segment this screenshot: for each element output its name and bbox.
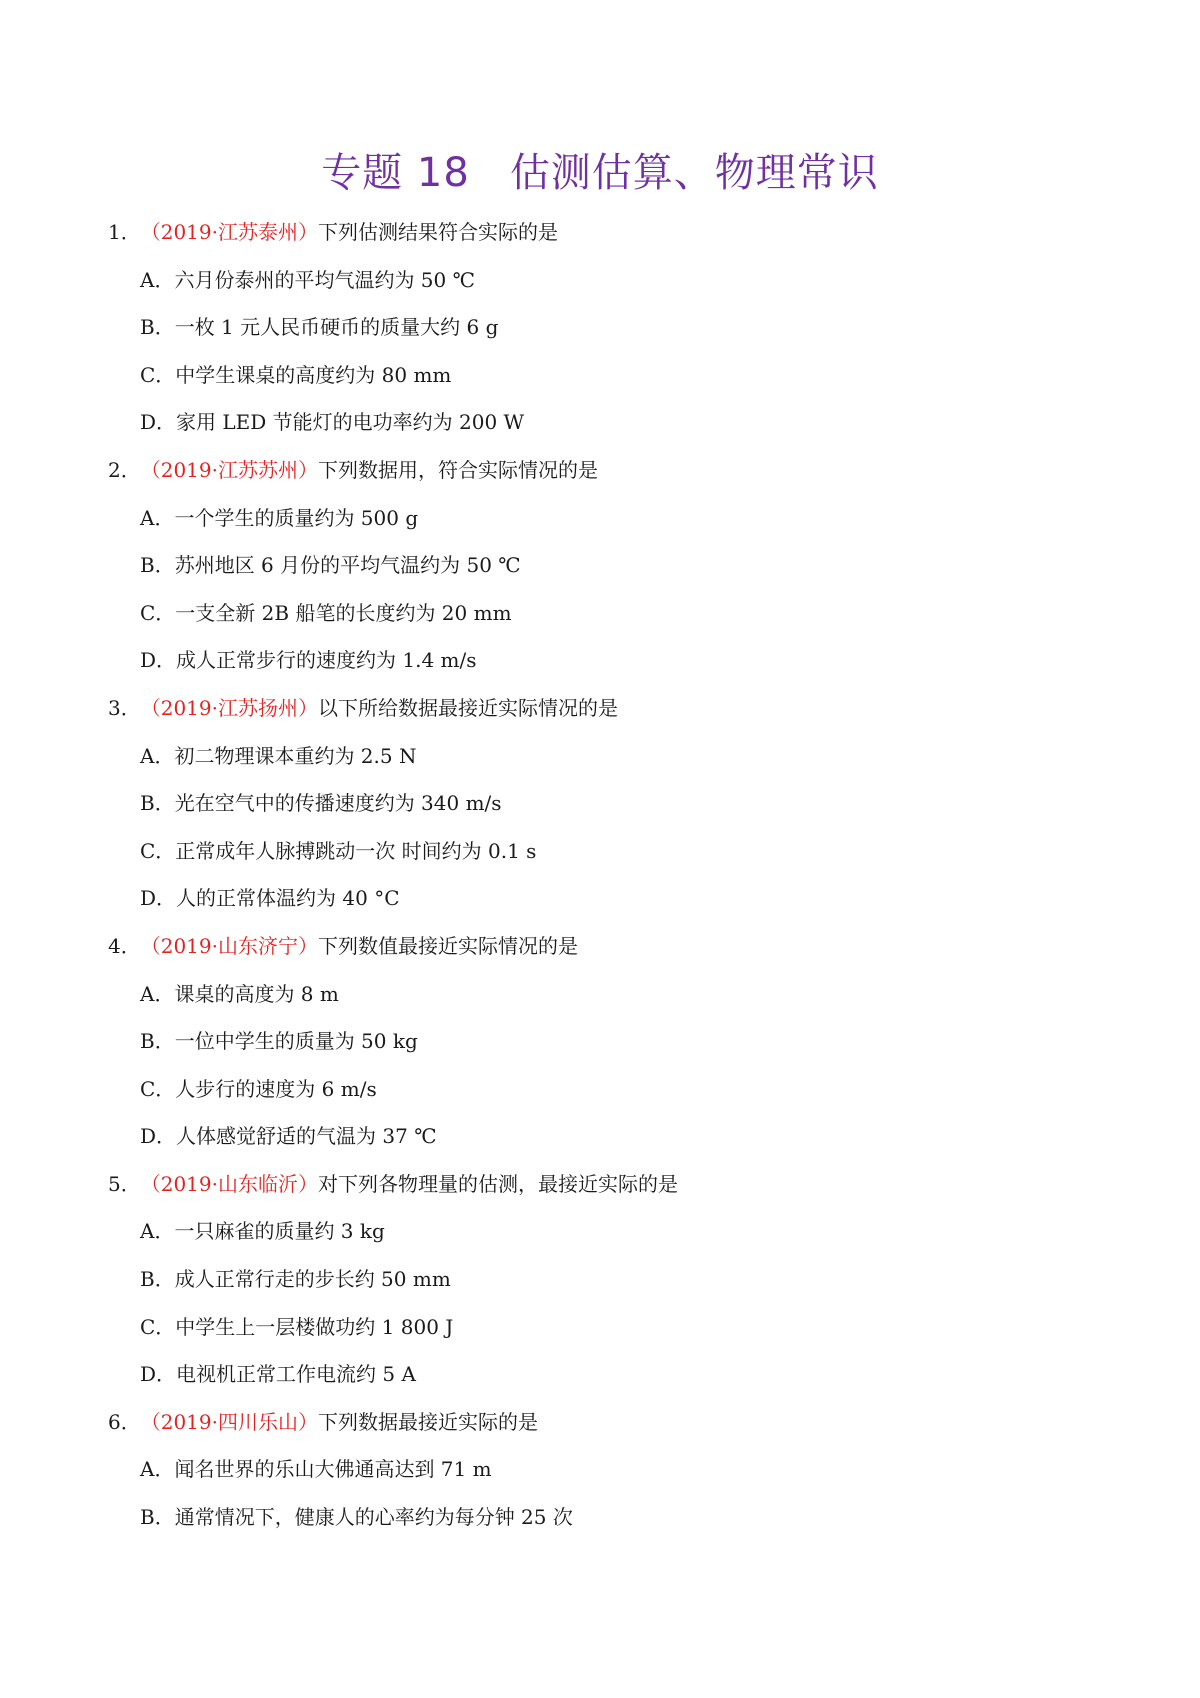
question-text: 下列数值最接近实际情况的是: [318, 933, 578, 958]
question-number: 2．: [108, 457, 141, 482]
answer-option: B．苏州地区 6 月份的平均气温约为 50 ℃: [140, 553, 521, 578]
question-stem: [108, 685, 1108, 733]
question-list: [108, 209, 1108, 1542]
question-stem: [108, 1161, 1108, 1209]
answer-option: C．一支全新 2B 船笔的长度约为 20 mm: [140, 600, 512, 625]
answer-option: A．闻名世界的乐山大佛通高达到 71 m: [140, 1457, 492, 1482]
question-stem: [108, 447, 1108, 495]
question-stem: [108, 209, 1108, 257]
page-title: [0, 145, 1200, 201]
question-text: 下列数据用，符合实际情况的是: [318, 457, 598, 482]
question-text: 下列数据最接近实际的是: [318, 1409, 538, 1434]
answer-option: D．电视机正常工作电流约 5 A: [140, 1362, 416, 1387]
answer-option: A．一个学生的质量约为 500 g: [140, 505, 419, 530]
answer-option: B．光在空气中的传播速度约为 340 m/s: [140, 791, 502, 816]
question-text: 下列估测结果符合实际的是: [318, 220, 558, 244]
question-source: （2019·江苏泰州）: [140, 220, 318, 244]
answer-option: D．人的正常体温约为 40 °C: [140, 886, 400, 911]
question-stem: [108, 1399, 1108, 1447]
title-topic: 估测估算、物理常识: [509, 150, 879, 196]
answer-option: B．通常情况下，健康人的心率约为每分钟 25 次: [140, 1505, 573, 1530]
question-number: 1．: [108, 220, 141, 244]
answer-option: B．成人正常行走的步长约 50 mm: [140, 1267, 451, 1292]
answer-option: A．六月份泰州的平均气温约为 50 ℃: [140, 267, 475, 292]
answer-option: B．一位中学生的质量为 50 kg: [140, 1029, 418, 1054]
question-text: 对下列各物理量的估测，最接近实际的是: [318, 1171, 678, 1196]
answer-option: D．家用 LED 节能灯的电功率约为 200 W: [140, 410, 525, 435]
answer-option: C．正常成年人脉搏跳动一次 时间约为 0.1 s: [140, 838, 537, 863]
answer-option: C．中学生上一层楼做功约 1 800 J: [140, 1314, 454, 1339]
question-number: 5．: [108, 1171, 141, 1196]
answer-option: C．中学生课桌的高度约为 80 mm: [140, 362, 452, 387]
answer-option: B．一枚 1 元人民币硬币的质量大约 6 g: [140, 315, 499, 340]
answer-option: D．人体感觉舒适的气温为 37 ℃: [140, 1124, 437, 1149]
answer-option: C．人步行的速度为 6 m/s: [140, 1076, 377, 1101]
question-number: 4．: [108, 933, 141, 958]
question-source: （2019·山东临沂）: [140, 1171, 318, 1196]
answer-option: A．初二物理课本重约为 2.5 N: [140, 743, 417, 768]
question-text: 以下所给数据最接近实际情况的是: [318, 695, 618, 720]
answer-option: A．一只麻雀的质量约 3 kg: [140, 1219, 385, 1244]
question-source: （2019·山东济宁）: [140, 933, 318, 958]
question-number: 3．: [108, 695, 141, 720]
question-number: 6．: [108, 1409, 141, 1434]
question-source: （2019·江苏苏州）: [140, 457, 318, 482]
question-stem: [108, 923, 1108, 971]
question-source: （2019·四川乐山）: [140, 1409, 318, 1434]
title-main: 专题 18: [321, 150, 470, 196]
answer-option: A．课桌的高度为 8 m: [140, 981, 339, 1006]
answer-option: D．成人正常步行的速度约为 1.4 m/s: [140, 648, 477, 673]
question-source: （2019·江苏扬州）: [140, 695, 318, 720]
